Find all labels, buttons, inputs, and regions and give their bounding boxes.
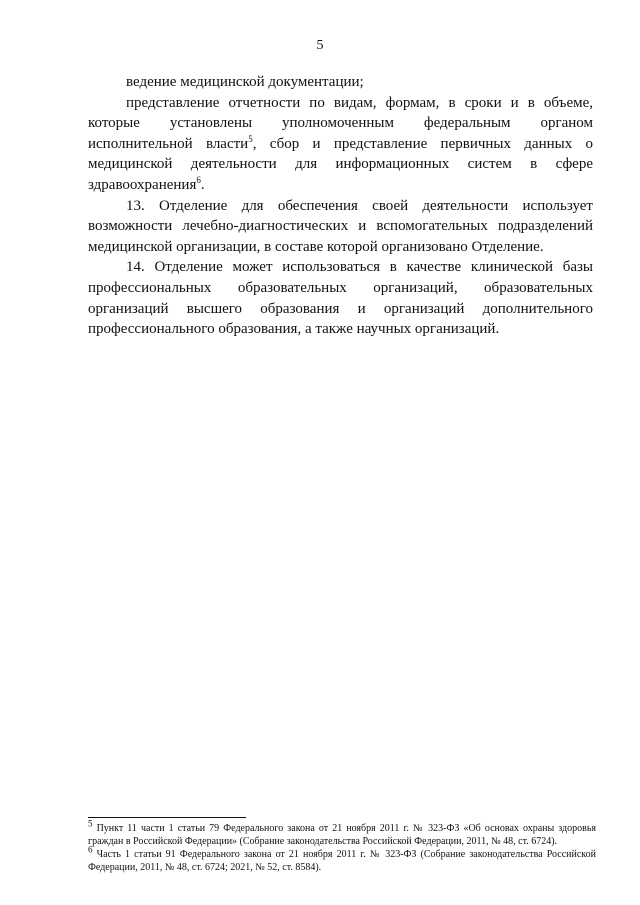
paragraph-medical-documentation: ведение медицинской документации; (126, 74, 364, 90)
paragraph-13: 13. Отделение для обеспечения своей деятельности использует возможности лечебно-диагностических и вспомогательных подразделений медицинской организации, в составе которой организовано Отделение. (88, 197, 593, 255)
footnote-divider (88, 817, 246, 818)
footnote-5 (88, 818, 597, 848)
footnote-5-marker: 5 (88, 818, 93, 829)
footnote-ref-5: 5 (248, 133, 253, 144)
footnote-5-text: Пункт 11 части 1 статьи 79 Федерального закона от 21 ноября 2011 г. № 323-ФЗ «Об основах охраны здоровья граждан в Российской Федерации» (Собрание законодательства Российской Федерации, 2011, № 48, ст. 6724). (88, 823, 597, 847)
paragraph-reporting-text-2: , сбор и представление первичных данных о медицинской деятельности для информационных систем в сфере здравоохранения (88, 135, 594, 193)
footnote-6-marker: 6 (88, 844, 93, 855)
page-number: 5 (316, 38, 324, 53)
paragraph-reporting (88, 93, 593, 196)
document-body (88, 72, 593, 340)
footnote-6-text: Часть 1 статьи 91 Федерального закона от 21 ноября 2011 г. № 323-ФЗ (Собрание законодательства Российской Федерации, 2011, № 48, ст. 6724; 2021, № 52, ст. 8584). (88, 849, 597, 873)
paragraph-14: 14. Отделение может использоваться в качестве клинической базы профессиональных образовательных организаций, образовательных организаций высшего образования и организаций дополнительного профессионального образования, а также научных организаций. (88, 259, 593, 338)
footnote-ref-6: 6 (196, 174, 201, 185)
footnotes (88, 817, 596, 874)
footnote-6 (88, 844, 597, 874)
paragraph-reporting-text-3: . (200, 176, 205, 193)
paragraph-reporting-text-1: представление отчетности по видам, формам, в сроки и в объеме, которые установлены уполномоченным федеральным органом исполнительной власти (88, 94, 593, 152)
